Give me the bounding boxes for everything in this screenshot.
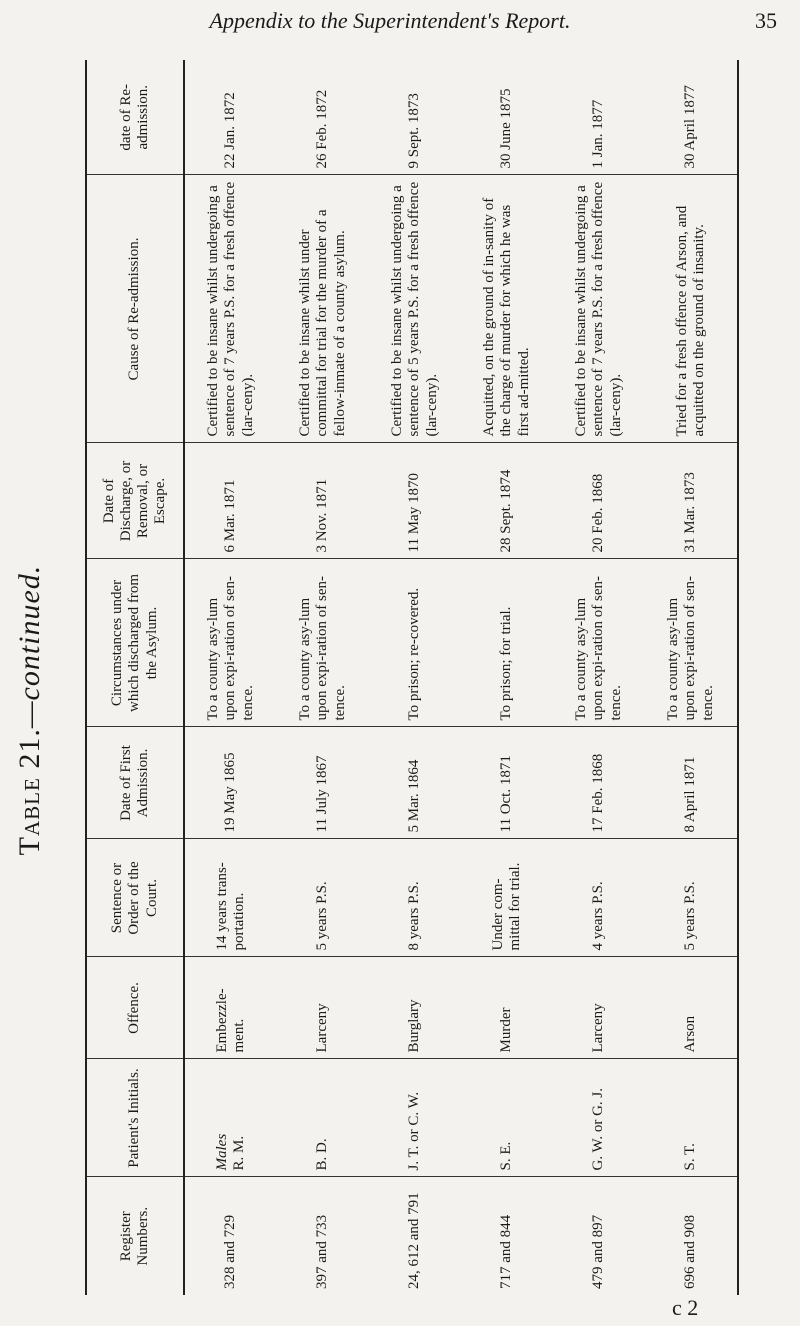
group-label: Males [213, 1133, 230, 1171]
first-admission-cell: 5 Mar. 1864 [369, 727, 461, 839]
sentence-cell: 5 years P.S. [645, 839, 738, 957]
col-circumstances: Circumstances under which discharged from the Asylum. [86, 559, 184, 727]
initials-cell: B. D. [277, 1059, 369, 1177]
table-row [369, 60, 461, 1295]
readmission-date-cell: 30 June 1875 [461, 60, 553, 175]
table-row [277, 60, 369, 1295]
discharge-cell: 6 Mar. 1871 [184, 443, 277, 559]
table-container [85, 60, 716, 1295]
table-row [553, 60, 645, 1295]
discharge-cell: 11 May 1870 [369, 443, 461, 559]
header-row [86, 60, 184, 1295]
initials-cell: G. W. or G. J. [553, 1059, 645, 1177]
first-admission-cell: 11 July 1867 [277, 727, 369, 839]
initials-cell: J. T. or C. W. [369, 1059, 461, 1177]
cause-cell: Certified to be insane whilst undergoing a sentence of 5 years P.S. for a fresh offence (lar-ceny). [369, 175, 461, 443]
circumstances-cell: To prison; for trial. [461, 559, 553, 727]
first-admission-cell: 19 May 1865 [184, 727, 277, 839]
col-first-admission: Date of First Admission. [86, 727, 184, 839]
initials-cell: S. E. [461, 1059, 553, 1177]
initials-cell: Males R. M. [184, 1059, 277, 1177]
col-offence: Offence. [86, 957, 184, 1059]
table-row [184, 60, 277, 1295]
table-row [645, 60, 738, 1295]
readmission-date-cell: 30 April 1877 [645, 60, 738, 175]
page-title: Appendix to the Superintendent's Report. [209, 8, 571, 33]
table-label: Table 21. [13, 728, 46, 856]
register-cell: 479 and 897 [590, 1214, 607, 1289]
register-cell: 328 and 729 [222, 1214, 239, 1289]
sentence-cell: Under com-mittal for trial. [461, 839, 553, 957]
circumstances-cell: To a county asy-lum upon expi-ration of sen-tence. [277, 559, 369, 727]
table-row [461, 60, 553, 1295]
first-admission-cell: 17 Feb. 1868 [553, 727, 645, 839]
register-cell: 696 and 908 [682, 1214, 699, 1289]
table-caption [0, 60, 60, 1300]
col-register-numbers: Register Numbers. [117, 1206, 151, 1266]
readmission-date-cell: 9 Sept. 1873 [369, 60, 461, 175]
col-readmission-date: date of Re-admission. [86, 60, 184, 175]
offence-cell: Arson [645, 957, 738, 1059]
initials-cell: S. T. [645, 1059, 738, 1177]
circumstances-cell: To a county asy-lum upon expi-ration of sen-tence. [184, 559, 277, 727]
discharge-cell: 20 Feb. 1868 [553, 443, 645, 559]
offence-cell: Embezzle-ment. [184, 957, 277, 1059]
offence-cell: Burglary [369, 957, 461, 1059]
sentence-cell: 4 years P.S. [553, 839, 645, 957]
circumstances-cell: To a county asy-lum upon expi-ration of sen-tence. [553, 559, 645, 727]
offence-cell: Larceny [277, 957, 369, 1059]
readmission-date-cell: 22 Jan. 1872 [184, 60, 277, 175]
col-discharge-date: Date of Discharge, or Removal, or Escape. [86, 443, 184, 559]
discharge-cell: 31 Mar. 1873 [645, 443, 738, 559]
circumstances-cell: To prison; re-covered. [369, 559, 461, 727]
page-number: 35 [755, 8, 777, 33]
signature-mark: c 2 [672, 1295, 699, 1320]
first-admission-cell: 11 Oct. 1871 [461, 727, 553, 839]
circumstances-cell: To a county asy-lum upon expi-ration of sen-tence. [645, 559, 738, 727]
table-continued-label: —continued. [13, 564, 46, 729]
page-header [0, 0, 800, 50]
readmission-date-cell: 26 Feb. 1872 [277, 60, 369, 175]
sentence-cell: 8 years P.S. [369, 839, 461, 957]
first-admission-cell: 8 April 1871 [645, 727, 738, 839]
col-sentence: Sentence or Order of the Court. [86, 839, 184, 957]
register-cell: 24, 612 and 791 [406, 1192, 423, 1289]
readmission-table [85, 60, 739, 1295]
col-patient-initials: Patient's Initials. [86, 1059, 184, 1177]
cause-cell: Certified to be insane whilst undergoing a sentence of 7 years P.S. for a fresh offence (lar-ceny). [184, 175, 277, 443]
cause-cell: Certified to be insane whilst undergoing a sentence of 7 years P.S. for a fresh offence (lar-ceny). [553, 175, 645, 443]
col-readmission-cause: Cause of Re-admission. [86, 175, 184, 443]
register-cell: 717 and 844 [498, 1214, 515, 1289]
cause-cell: Acquitted, on the ground of in-sanity of the charge of murder for which he was first ad-mitted. [461, 175, 553, 443]
sentence-cell: 5 years P.S. [277, 839, 369, 957]
sentence-cell: 14 years trans-portation. [184, 839, 277, 957]
discharge-cell: 28 Sept. 1874 [461, 443, 553, 559]
discharge-cell: 3 Nov. 1871 [277, 443, 369, 559]
offence-cell: Murder [461, 957, 553, 1059]
cause-cell: Certified to be insane whilst under committal for trial for the murder of a fellow-inmate of a county asylum. [277, 175, 369, 443]
readmission-date-cell: 1 Jan. 1877 [553, 60, 645, 175]
cause-cell: Tried for a fresh offence of Arson, and acquitted on the ground of insanity. [645, 175, 738, 443]
register-cell: 397 and 733 [314, 1214, 331, 1289]
offence-cell: Larceny [553, 957, 645, 1059]
